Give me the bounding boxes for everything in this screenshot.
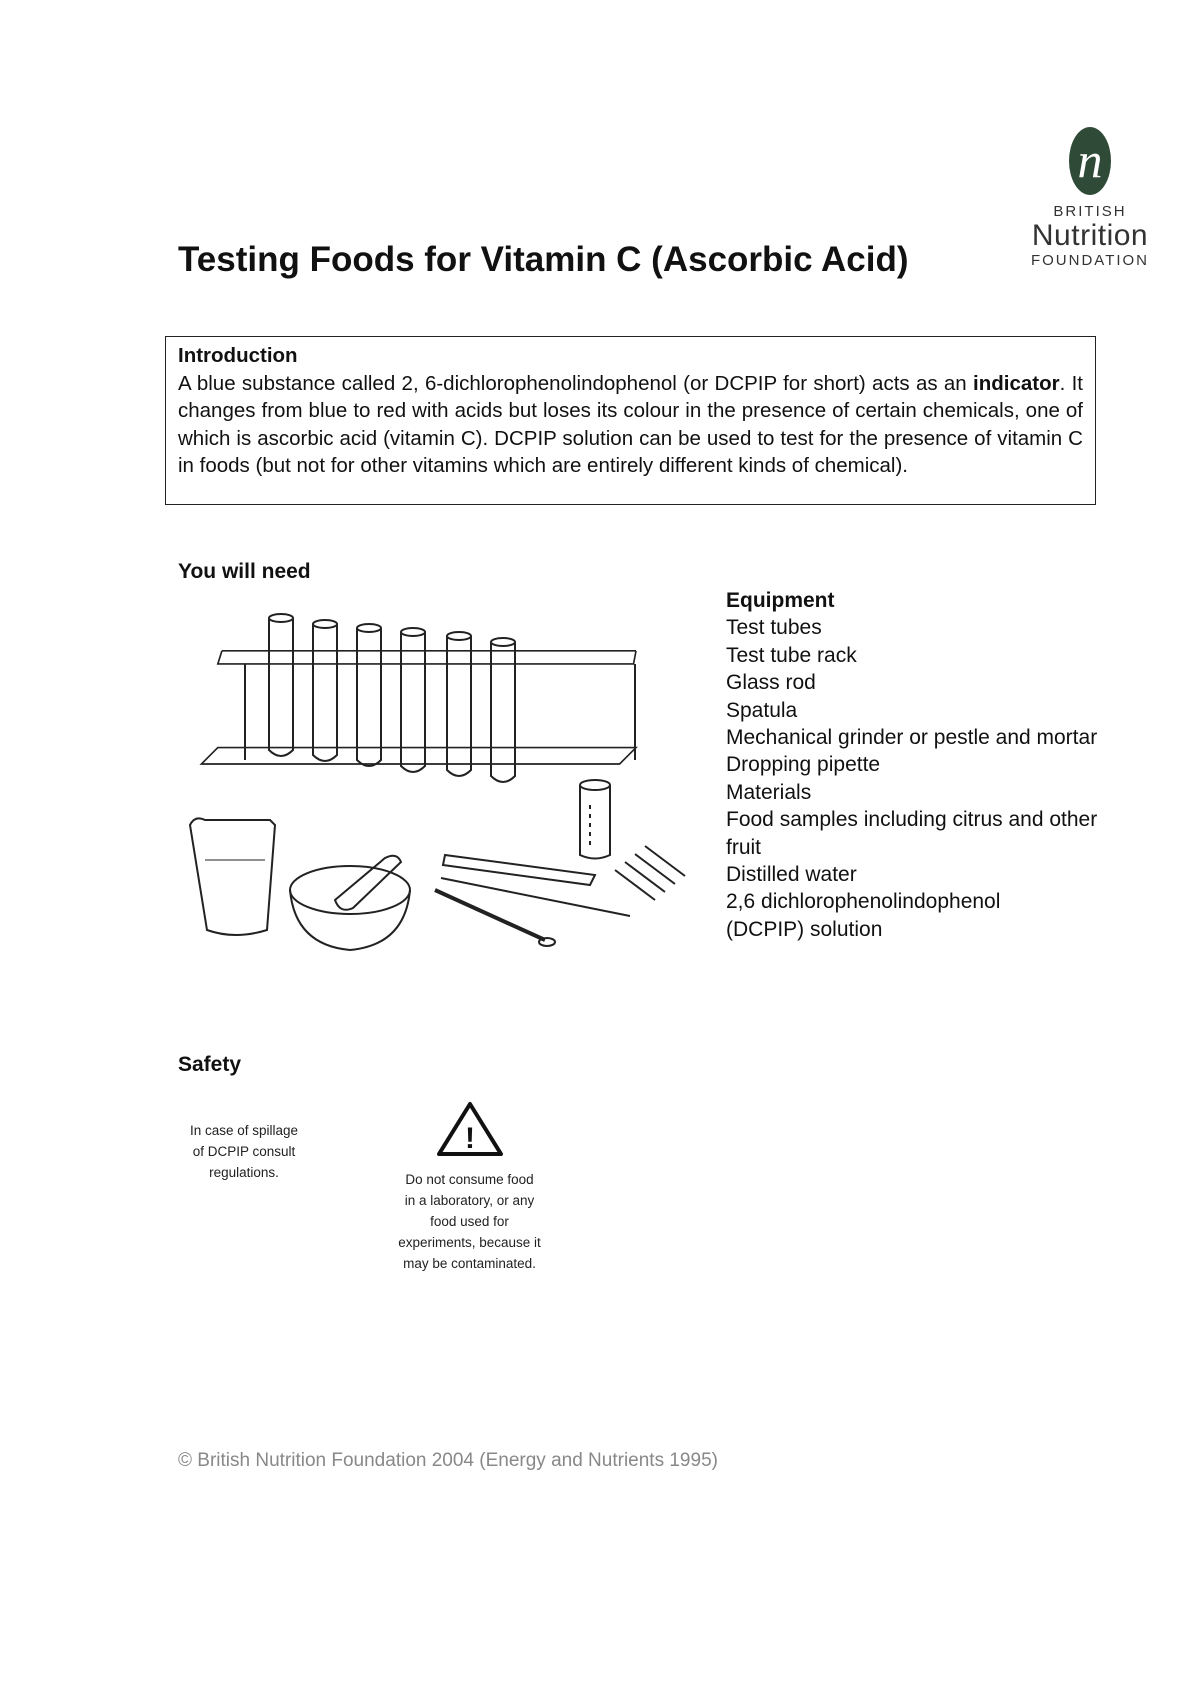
spillage-note [178,1120,310,1183]
spatulas-icon [615,846,685,900]
pestle-and-mortar-icon [290,856,410,950]
introduction-paragraph [178,370,1083,480]
bnf-logo-mark-icon [1067,125,1113,197]
list-item: 2,6 dichlorophenolindophenol [726,890,1001,914]
lab-equipment-illustration [185,600,705,980]
introduction-heading: Introduction [178,344,298,367]
warning-line: Do not consume food [405,1172,534,1187]
copyright-footer: © British Nutrition Foundation 2004 (Energy and Nutrients 1995) [178,1450,718,1471]
list-item: Test tubes [726,616,822,640]
warning-triangle-icon [435,1100,505,1158]
logo-line-british: BRITISH [1053,203,1127,220]
list-item: Food samples including citrus and other [726,808,1098,832]
list-item: Mechanical grinder or pestle and mortar [726,726,1098,750]
equipment-list [726,587,1126,943]
list-item: (DCPIP) solution [726,917,883,941]
safety-heading: Safety [178,1053,242,1076]
list-item: fruit [726,835,762,859]
intro-bold-indicator: indicator [973,371,1060,395]
intro-text-start: A blue substance called 2, 6-dichlorophenolindophenol (or DCPIP for short) acts as an [178,371,974,395]
test-tube-rack-icon [201,651,636,764]
intro-text-end: . It changes from blue to red with acids but loses its colour in the presence of certain chemicals, one of which is ascorbic acid (vitamin C). DCPIP solution can be used to test for the presence of vitamin C in foods (but not for other vitamins which are entirely different kinds of chemical). [178,371,1083,477]
list-item: Glass rod [726,671,816,695]
warning-symbol: ! [464,1122,475,1155]
list-item: Dropping pipette [726,753,881,777]
logo-line-nutrition: Nutrition [1031,219,1149,252]
spillage-line: In case of spillage [189,1123,299,1138]
dcpip-vial-icon [580,780,610,859]
list-item: Spatula [726,698,798,722]
spillage-line: regulations. [209,1165,279,1180]
equipment-heading: Equipment [726,589,835,612]
glass-rod-and-pipette-icon [435,855,630,946]
logo-mark-letter: n [1077,132,1103,188]
logo-line-foundation: FOUNDATION [1030,252,1150,269]
introduction-box [165,336,1096,505]
warning-line: in a laboratory, or any [404,1193,535,1208]
list-item: Test tube rack [726,643,857,667]
you-will-need-heading: You will need [178,560,311,583]
list-item: Materials [726,780,812,804]
list-item: Distilled water [726,863,857,887]
page-title: Testing Foods for Vitamin C (Ascorbic Acid) [178,240,909,279]
warning-line: experiments, because it [398,1235,541,1250]
warning-line: food used for [430,1214,509,1229]
warning-line: may be contaminated. [403,1256,536,1271]
spillage-line: of DCPIP consult [192,1144,296,1159]
food-warning [396,1100,543,1274]
bnf-logo [1010,125,1170,269]
test-tubes-icon [269,614,515,782]
beaker-icon [190,818,275,935]
